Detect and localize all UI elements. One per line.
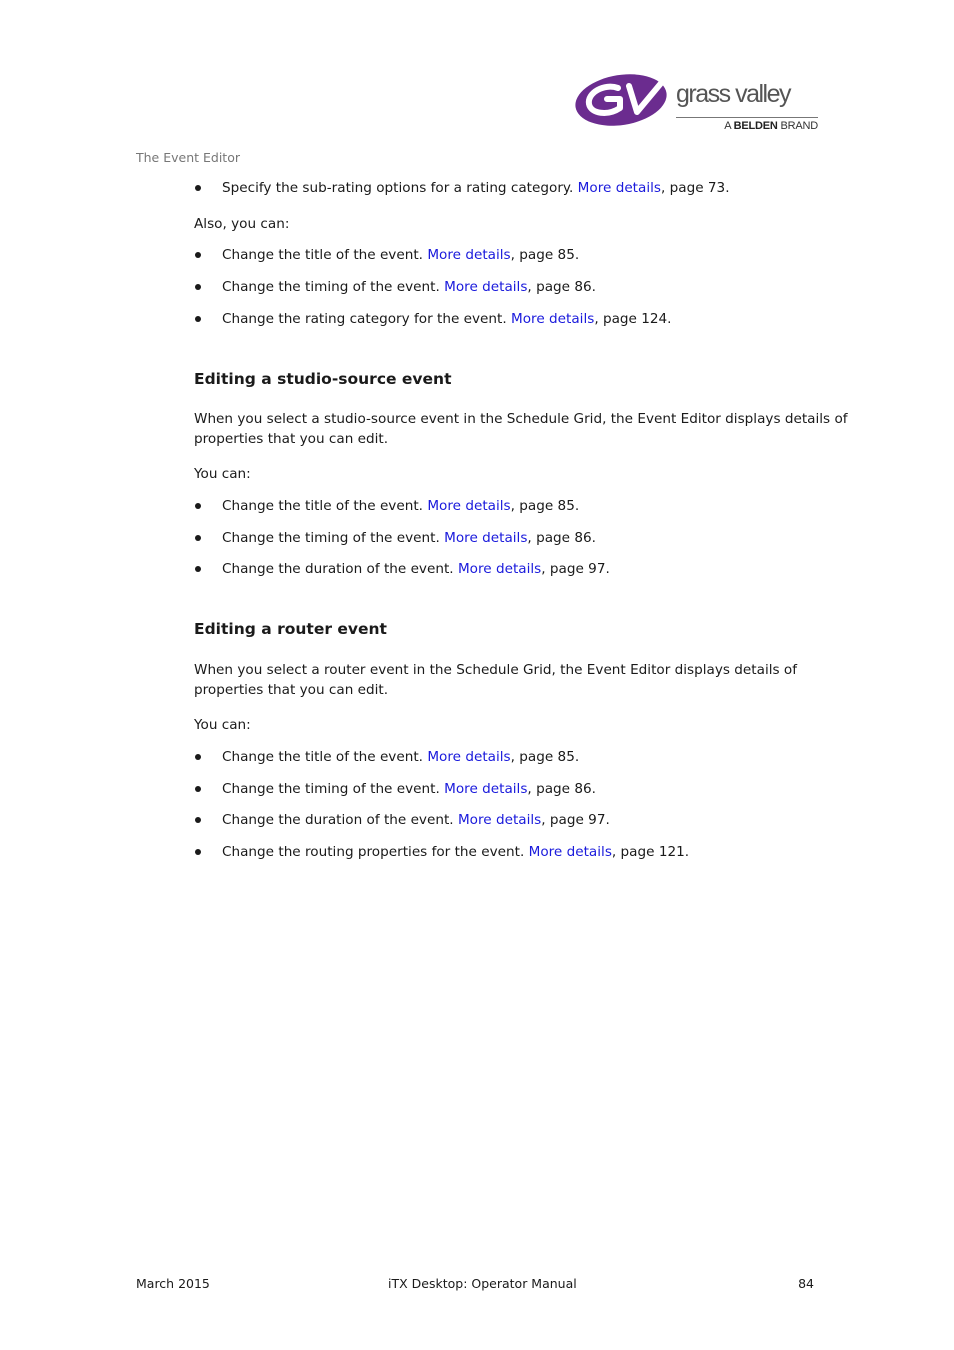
logo-sub-brand: BELDEN — [733, 120, 778, 132]
page-reference: , page 73. — [660, 180, 730, 196]
more-details-link[interactable]: More details — [577, 180, 661, 196]
bullet-icon — [195, 817, 201, 823]
list-item-text: Change the timing of the event. — [222, 279, 440, 295]
page-reference: , page 86. — [527, 530, 596, 546]
footer-title: iTX Desktop: Operator Manual — [388, 1276, 577, 1291]
logo-divider — [676, 117, 818, 118]
logo-wordmark: grass valley — [676, 80, 790, 108]
bullet-icon — [195, 185, 201, 191]
list-item-text: Change the timing of the event. — [222, 781, 440, 797]
page-reference: , page 97. — [541, 812, 610, 828]
bullet-icon — [195, 754, 201, 760]
more-details-link[interactable]: More details — [427, 749, 511, 765]
list-item-text: Specify the sub-rating options for a rating category. — [222, 180, 574, 196]
grass-valley-logo — [574, 71, 820, 135]
bullet-icon — [195, 252, 201, 258]
running-header: The Event Editor — [136, 150, 240, 165]
list-item-text: Change the title of the event. — [222, 247, 423, 263]
more-details-link[interactable]: More details — [444, 279, 528, 295]
router-heading: Editing a router event — [194, 620, 387, 638]
more-details-link[interactable]: More details — [444, 781, 528, 797]
page-reference: , page 124. — [594, 311, 672, 327]
studio-source-description-line-2: properties that you can edit. — [194, 431, 389, 447]
bullet-icon — [195, 535, 201, 541]
logo-sub-suffix: BRAND — [780, 120, 818, 132]
page-reference: , page 85. — [510, 749, 580, 765]
logo-subline — [724, 121, 818, 132]
list-item-text: Change the timing of the event. — [222, 530, 440, 546]
bullet-icon — [195, 503, 201, 509]
studio-source-description-line-1: When you select a studio-source event in the Schedule Grid, the Event Editor displays details of — [194, 411, 848, 427]
studio-source-heading: Editing a studio-source event — [194, 370, 452, 388]
grass-valley-emblem-icon — [574, 71, 674, 129]
bullet-icon — [195, 786, 201, 792]
you-can-label: You can: — [194, 466, 251, 482]
more-details-link[interactable]: More details — [511, 311, 595, 327]
router-description-line-1: When you select a router event in the Schedule Grid, the Event Editor displays details of — [194, 662, 798, 678]
footer-date: March 2015 — [136, 1276, 210, 1291]
more-details-link[interactable]: More details — [457, 812, 542, 828]
page-reference: , page 121. — [611, 844, 690, 860]
bullet-icon — [195, 849, 201, 855]
bullet-icon — [195, 316, 201, 322]
list-item-text: Change the rating category for the event. — [222, 311, 507, 327]
router-description-line-2: properties that you can edit. — [194, 682, 389, 698]
also-you-can-label: Also, you can: — [194, 216, 290, 232]
page-reference: , page 85. — [510, 498, 580, 514]
page-reference: , page 86. — [527, 279, 596, 295]
footer-page-number: 84 — [798, 1276, 814, 1291]
page-reference: , page 85. — [510, 247, 580, 263]
list-item-text: Change the duration of the event. — [222, 561, 454, 577]
more-details-link[interactable]: More details — [427, 498, 511, 514]
more-details-link[interactable]: More details — [444, 530, 528, 546]
list-item-text: Change the duration of the event. — [222, 812, 454, 828]
logo-sub-prefix: A — [724, 120, 731, 132]
bullet-icon — [195, 284, 201, 290]
list-item-text: Change the routing properties for the event. — [222, 844, 525, 860]
you-can-label: You can: — [194, 717, 251, 733]
page-reference: , page 86. — [527, 781, 596, 797]
more-details-link[interactable]: More details — [528, 844, 612, 860]
list-item-text: Change the title of the event. — [222, 498, 423, 514]
bullet-icon — [195, 566, 201, 572]
more-details-link[interactable]: More details — [427, 247, 511, 263]
list-item-text: Change the title of the event. — [222, 749, 423, 765]
page-reference: , page 97. — [541, 561, 610, 577]
more-details-link[interactable]: More details — [457, 561, 542, 577]
